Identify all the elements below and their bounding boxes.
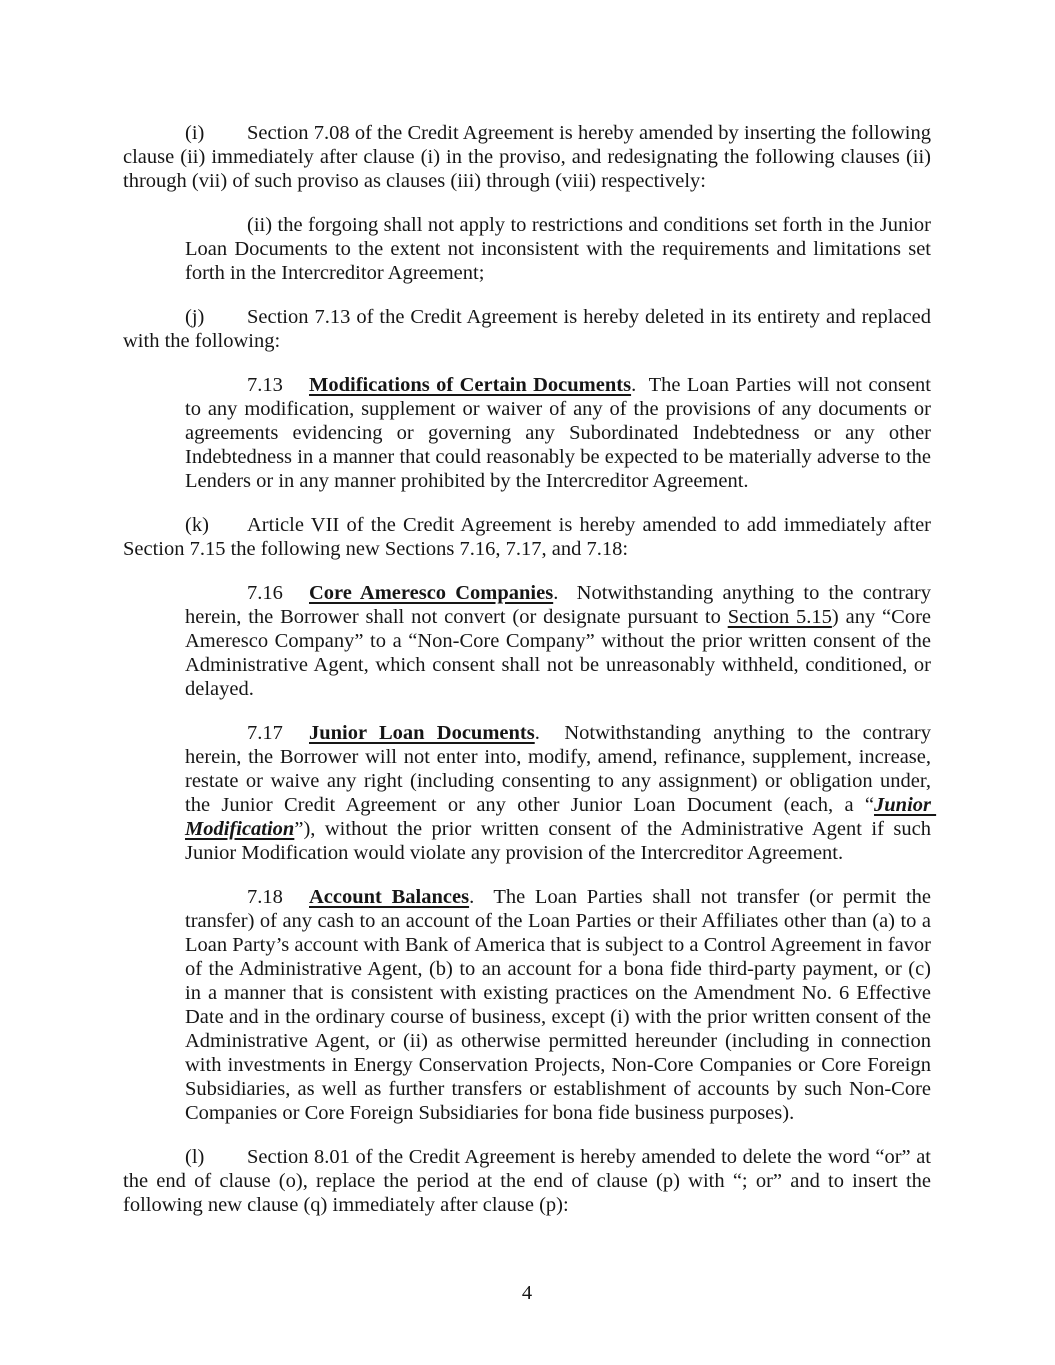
- clause-l-label: (l): [185, 1146, 205, 1168]
- page-number: 4: [521, 1282, 533, 1304]
- section-7-13-body: . The Loan Parties will not consent to any modification, supplement or waiver of any of the provisions of any documents or agreements evidencing or governing any Subordinated Indebtedness or any other Indebtedness in a manner that could reasonably be expected to be materially adverse to the Lenders or in any manner prohibited by the Intercreditor Agreement.: [185, 374, 937, 492]
- blockquote-clause-ii: [185, 213, 937, 285]
- section-7-16-body-pre: . Notwithstanding anything to the contrary herein, the Borrower shall not convert (or designate pursuant to: [185, 582, 937, 628]
- paragraph-clause-l: [123, 1145, 937, 1217]
- section-7-13-number: 7.13: [247, 374, 283, 396]
- section-7-17-paragraph: [185, 721, 937, 865]
- section-7-13-paragraph: [185, 373, 937, 493]
- section-7-17-body-post: ”), without the prior written consent of the Administrative Agent if such Junior Modification would violate any provision of the Intercreditor Agreement.: [185, 818, 937, 864]
- section-7-13-heading: Modifications of Certain Documents: [309, 374, 632, 396]
- section-7-18-paragraph: [185, 885, 937, 1125]
- section-7-18-number: 7.18: [247, 886, 283, 908]
- clause-k-text: Article VII of the Credit Agreement is hereby amended to add immediately after Section 7.15 the following new Sections 7.16, 7.17, and 7.18:: [123, 514, 937, 560]
- section-7-17-heading: Junior Loan Documents: [309, 722, 535, 744]
- paragraph-clause-k: [123, 513, 937, 561]
- clause-i-label: (i): [185, 122, 205, 144]
- blockquote-clause-ii-text: (ii) the forgoing shall not apply to restrictions and conditions set forth in the Junior Loan Documents to the extent not inconsistent with the requirements and limitations set forth in the Intercreditor Agreement;: [185, 214, 937, 284]
- section-5-15-cross-reference: Section 5.15: [727, 606, 832, 628]
- clause-j-text: Section 7.13 of the Credit Agreement is hereby deleted in its entirety and replaced with the following:: [123, 306, 937, 352]
- section-7-18-heading: Account Balances: [309, 886, 470, 908]
- clause-k-label: (k): [185, 514, 209, 536]
- junior-modification-defined-term: Junior Modification: [185, 794, 937, 840]
- paragraph-clause-i: [123, 121, 937, 193]
- clause-l-text: Section 8.01 of the Credit Agreement is hereby amended to delete the word “or” at the end of clause (o), replace the period at the end of clause (p) with “; or” and to insert the following new clause (q) immediately after clause (p):: [123, 1146, 937, 1216]
- section-7-17-number: 7.17: [247, 722, 283, 744]
- paragraph-clause-j: [123, 305, 937, 353]
- section-7-16-body-post: ) any “Core Ameresco Company” to a “Non-Core Company” without the prior written consent of the Administrative Agent, which consent shall not be unreasonably withheld, conditioned, or delayed.: [185, 606, 937, 700]
- section-7-17-body-pre: . Notwithstanding anything to the contrary herein, the Borrower will not enter into, modify, amend, refinance, supplement, increase, restate or waive any right (including consenting to any assignment) or obligation under, the Junior Credit Agreement or any other Junior Loan Document (each, a “: [185, 722, 937, 816]
- clause-j-label: (j): [185, 306, 205, 328]
- document-body: [123, 121, 937, 1237]
- section-7-16-number: 7.16: [247, 582, 283, 604]
- clause-i-text: Section 7.08 of the Credit Agreement is hereby amended by inserting the following clause (ii) immediately after clause (i) in the proviso, and redesignating the following clauses (ii) through (vii) of such proviso as clauses (iii) through (viii) respectively:: [123, 122, 937, 192]
- section-7-16-heading: Core Ameresco Companies: [309, 582, 554, 604]
- section-7-16-paragraph: [185, 581, 937, 701]
- section-7-18-body: . The Loan Parties shall not transfer (or permit the transfer) of any cash to an account of the Loan Parties or their Affiliates other than (a) to a Loan Party’s account with Bank of America that is subject to a Control Agreement in favor of the Administrative Agent, (b) to an account for a bona fide third-party payment, or (c) in a manner that is consistent with existing practices on the Amendment No. 6 Effective Date and in the ordinary course of business, except (i) with the prior written consent of the Administrative Agent, or (ii) as otherwise permitted hereunder (including in connection with investments in Energy Conservation Projects, Non-Core Companies or Core Foreign Subsidiaries, as well as further transfers or establishment of accounts by such Non-Core Companies or Core Foreign Subsidiaries for bona fide business purposes).: [185, 886, 937, 1124]
